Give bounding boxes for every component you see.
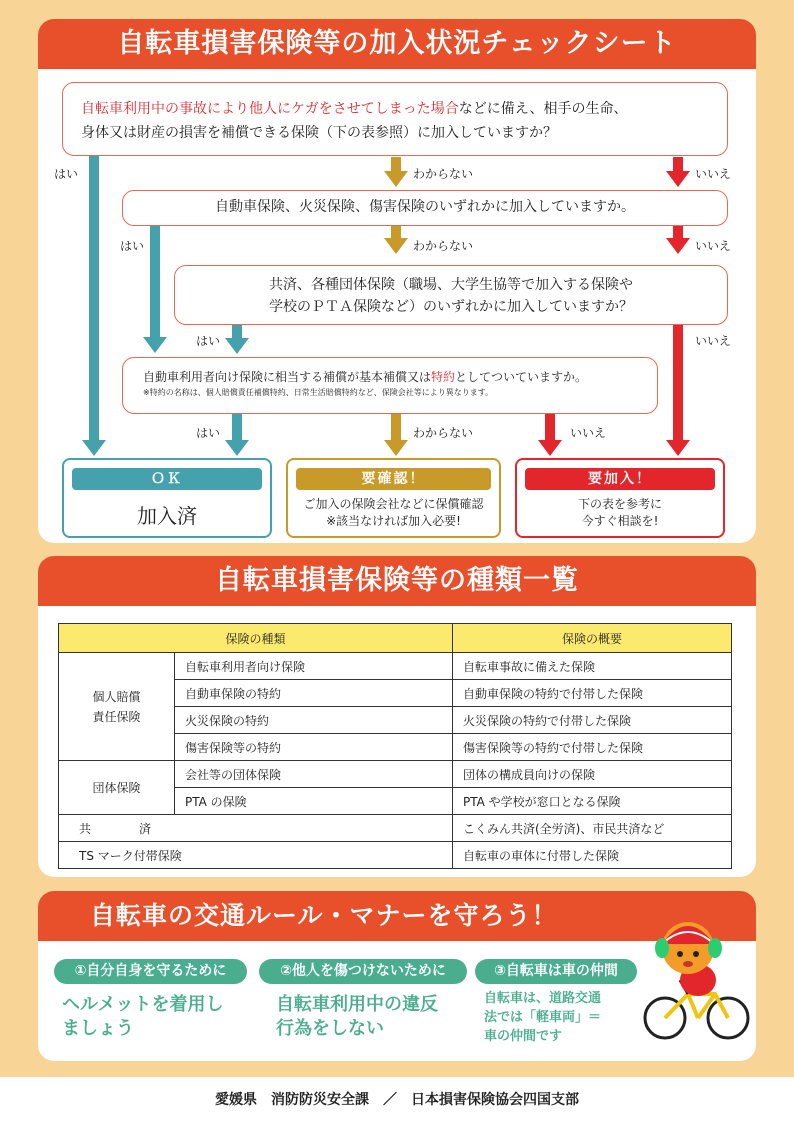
footer-credits: 愛媛県 消防防災安全課 ／ 日本損害保険協会四国支部	[0, 1077, 794, 1123]
label-unknown-q1: わからない	[413, 167, 474, 181]
label-yes-q4: はい	[196, 426, 221, 440]
row-name-kyosai: 共 済	[59, 815, 453, 842]
col-header-summary: 保険の概要	[453, 624, 732, 653]
col-header-type: 保険の種類	[59, 624, 453, 653]
group-personal-liability-line1: 個人賠償	[92, 689, 141, 704]
table-row	[59, 761, 732, 788]
rule-pill-3: ③自転車は車の仲間	[475, 959, 637, 984]
row-name: PTA の保険	[175, 788, 453, 815]
types-panel	[38, 556, 756, 877]
arrow-unknown-q2	[391, 224, 401, 238]
question-4-text: 自動車利用者向け保険に相当する補償が基本補償又は	[143, 370, 432, 384]
row-summary: 火災保険の特約で付帯した保険	[453, 707, 732, 734]
arrow-yes-q1	[89, 155, 99, 440]
question-3-line2: 学校のＰＴＡ保険など）のいずれかに加入していますか？	[269, 299, 633, 315]
row-name: 火災保険の特約	[175, 707, 453, 734]
arrow-yes-q3	[232, 323, 242, 338]
result-join-header: 要加入！	[525, 468, 715, 490]
arrow-yes-q2	[150, 223, 160, 337]
rule-text-3-line3: 車の仲間です	[484, 1029, 563, 1044]
row-summary: PTA や学校が窓口となる保険	[453, 788, 732, 815]
result-confirm-header: 要確認！	[296, 468, 491, 490]
label-unknown-q4: わからない	[413, 426, 474, 440]
table-row	[59, 842, 732, 869]
question-1-line2: 身体又は財産の損害を補償できる保険（下の表参照）に加入していますか？	[81, 125, 557, 141]
rule-pill-2: ②他人を傷つけないために	[259, 959, 467, 984]
row-summary: 自転車事故に備えた保険	[453, 653, 732, 680]
result-join-line2: 今すぐ相談を!	[581, 514, 659, 528]
table-row	[59, 653, 732, 680]
result-join-line1: 下の表を参考に	[577, 497, 662, 511]
rule-text-2-line2: 行為をしない	[276, 1018, 384, 1039]
row-name: 傷害保険等の特約	[175, 734, 453, 761]
row-summary: 傷害保険等の特約で付帯した保険	[453, 734, 732, 761]
rule-pill-1: ①自分自身を守るために	[54, 959, 247, 984]
label-yes-q1: はい	[54, 167, 79, 181]
row-summary: 団体の構成員向けの保険	[453, 761, 732, 788]
row-name: 自動車保険の特約	[175, 680, 453, 707]
question-1	[62, 82, 728, 156]
table-row	[59, 815, 732, 842]
types-title: 自転車損害保険等の種類一覧	[38, 556, 756, 606]
result-ok-header: ＯＫ	[72, 468, 262, 490]
rule-text-2	[276, 993, 438, 1041]
group-personal-liability-line2: 責任保険	[92, 709, 141, 724]
label-no-q4: いいえ	[570, 426, 607, 440]
row-summary-kyosai: こくみん共済(全労済)、市民共済など	[453, 815, 732, 842]
rule-text-1	[62, 993, 223, 1041]
arrow-yes-q4	[232, 414, 242, 440]
arrow-unknown-q4	[391, 414, 401, 440]
result-confirm-line2: ※該当なければ加入必要!	[326, 514, 461, 528]
rule-text-3-line2: 法では「軽車両」＝	[484, 1010, 602, 1025]
question-2-text: 自動車保険、火災保険、傷害保険のいずれかに加入していますか。	[215, 199, 635, 215]
question-4-highlight: 特約	[431, 370, 456, 384]
rule-text-2-line1: 自転車利用中の違反	[276, 994, 438, 1015]
label-yes-q3: はい	[196, 334, 221, 348]
result-ok	[62, 458, 272, 538]
group-organization: 団体保険	[59, 761, 175, 815]
question-4-note: ※特約の名称は、個人賠償責任補償特約、日常生活賠償特約など、保険会社等により異なります。	[143, 388, 494, 397]
arrow-no-q1	[673, 157, 683, 171]
label-no-q2: いいえ	[695, 239, 732, 253]
label-no-q3: いいえ	[695, 334, 732, 348]
result-ok-body: 加入済	[137, 504, 197, 528]
check-sheet-title: 自転車損害保険等の加入状況チェックシート	[38, 19, 756, 69]
mascot-bicycle-illustration	[640, 910, 750, 1050]
label-no-q1: いいえ	[695, 167, 732, 181]
question-1-text: などに備え、相手の生命、	[458, 101, 628, 117]
question-3-line1: 共済、各種団体保険（職場、大学生協等で加入する保険や	[269, 277, 633, 293]
arrow-no-q4	[545, 414, 555, 440]
arrow-no-q2	[673, 224, 683, 238]
row-summary-ts: 自転車の車体に付帯した保険	[453, 842, 732, 869]
row-summary: 自動車保険の特約で付帯した保険	[453, 680, 732, 707]
label-unknown-q2: わからない	[413, 239, 474, 253]
row-name: 会社等の団体保険	[175, 761, 453, 788]
result-confirm-line1: ご加入の保険会社などに保償確認	[303, 497, 484, 511]
question-4	[122, 357, 658, 414]
arrow-unknown-q1	[391, 157, 401, 171]
rules-title: 自転車の交通ルール・マナーを守ろう！	[38, 891, 756, 941]
question-3	[174, 265, 728, 325]
row-name: 自転車利用者向け保険	[175, 653, 453, 680]
rule-text-1-line2: ましょう	[62, 1018, 134, 1039]
arrow-no-q3	[673, 323, 683, 440]
rule-text-1-line1: ヘルメットを着用し	[62, 994, 224, 1015]
question-4-text-end: としてついていますか。	[455, 370, 588, 384]
question-1-highlight: 自転車利用中の事故により他人にケガをさせてしまった場合	[81, 101, 459, 117]
rule-text-3-line1: 自転車は、道路交通	[484, 991, 602, 1006]
rule-text-3	[484, 989, 601, 1046]
result-join	[515, 458, 725, 538]
row-name-ts: TS マーク付帯保険	[59, 842, 453, 869]
insurance-table	[58, 623, 732, 869]
label-yes-q2: はい	[120, 239, 145, 253]
result-confirm	[286, 458, 501, 538]
group-personal-liability	[59, 653, 175, 761]
question-2	[122, 190, 728, 226]
